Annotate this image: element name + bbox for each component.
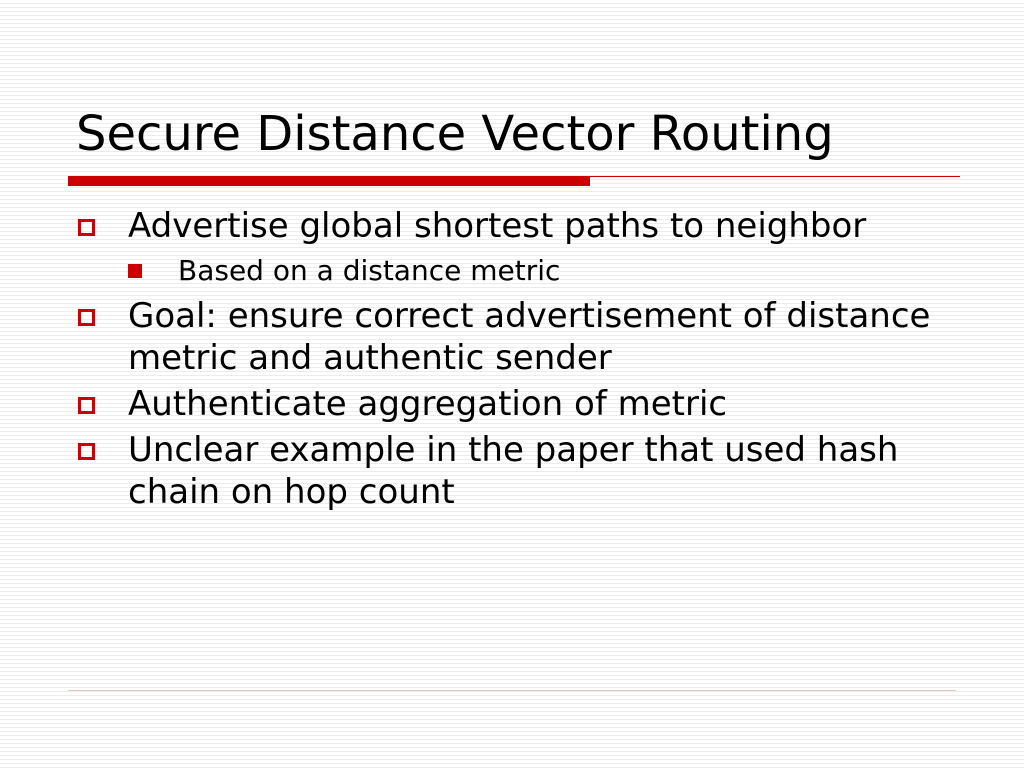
bullet-text: Advertise global shortest paths to neighbor [128, 206, 867, 246]
filled-square-bullet-icon [128, 264, 142, 278]
footer-divider [68, 690, 956, 691]
bullet-item [78, 429, 938, 513]
bullet-list [78, 205, 938, 517]
bullet-item [78, 295, 938, 379]
hollow-square-bullet-icon [78, 397, 95, 414]
bullet-item [78, 383, 938, 425]
bullet-text: Unclear example in the paper that used hash chain on hop count [128, 430, 899, 512]
hollow-square-bullet-icon [78, 443, 95, 460]
bullet-item [78, 205, 938, 247]
slide-title: Secure Distance Vector Routing [76, 106, 834, 162]
hollow-square-bullet-icon [78, 309, 95, 326]
sub-bullet-text: Based on a distance metric [178, 254, 561, 287]
hollow-square-bullet-icon [78, 219, 95, 236]
title-underline-thin [590, 176, 960, 177]
title-underline-thick [68, 176, 590, 186]
bullet-text: Goal: ensure correct advertisement of distance metric and authentic sender [128, 296, 931, 378]
bullet-text: Authenticate aggregation of metric [128, 384, 728, 424]
sub-bullet-item [128, 253, 938, 289]
